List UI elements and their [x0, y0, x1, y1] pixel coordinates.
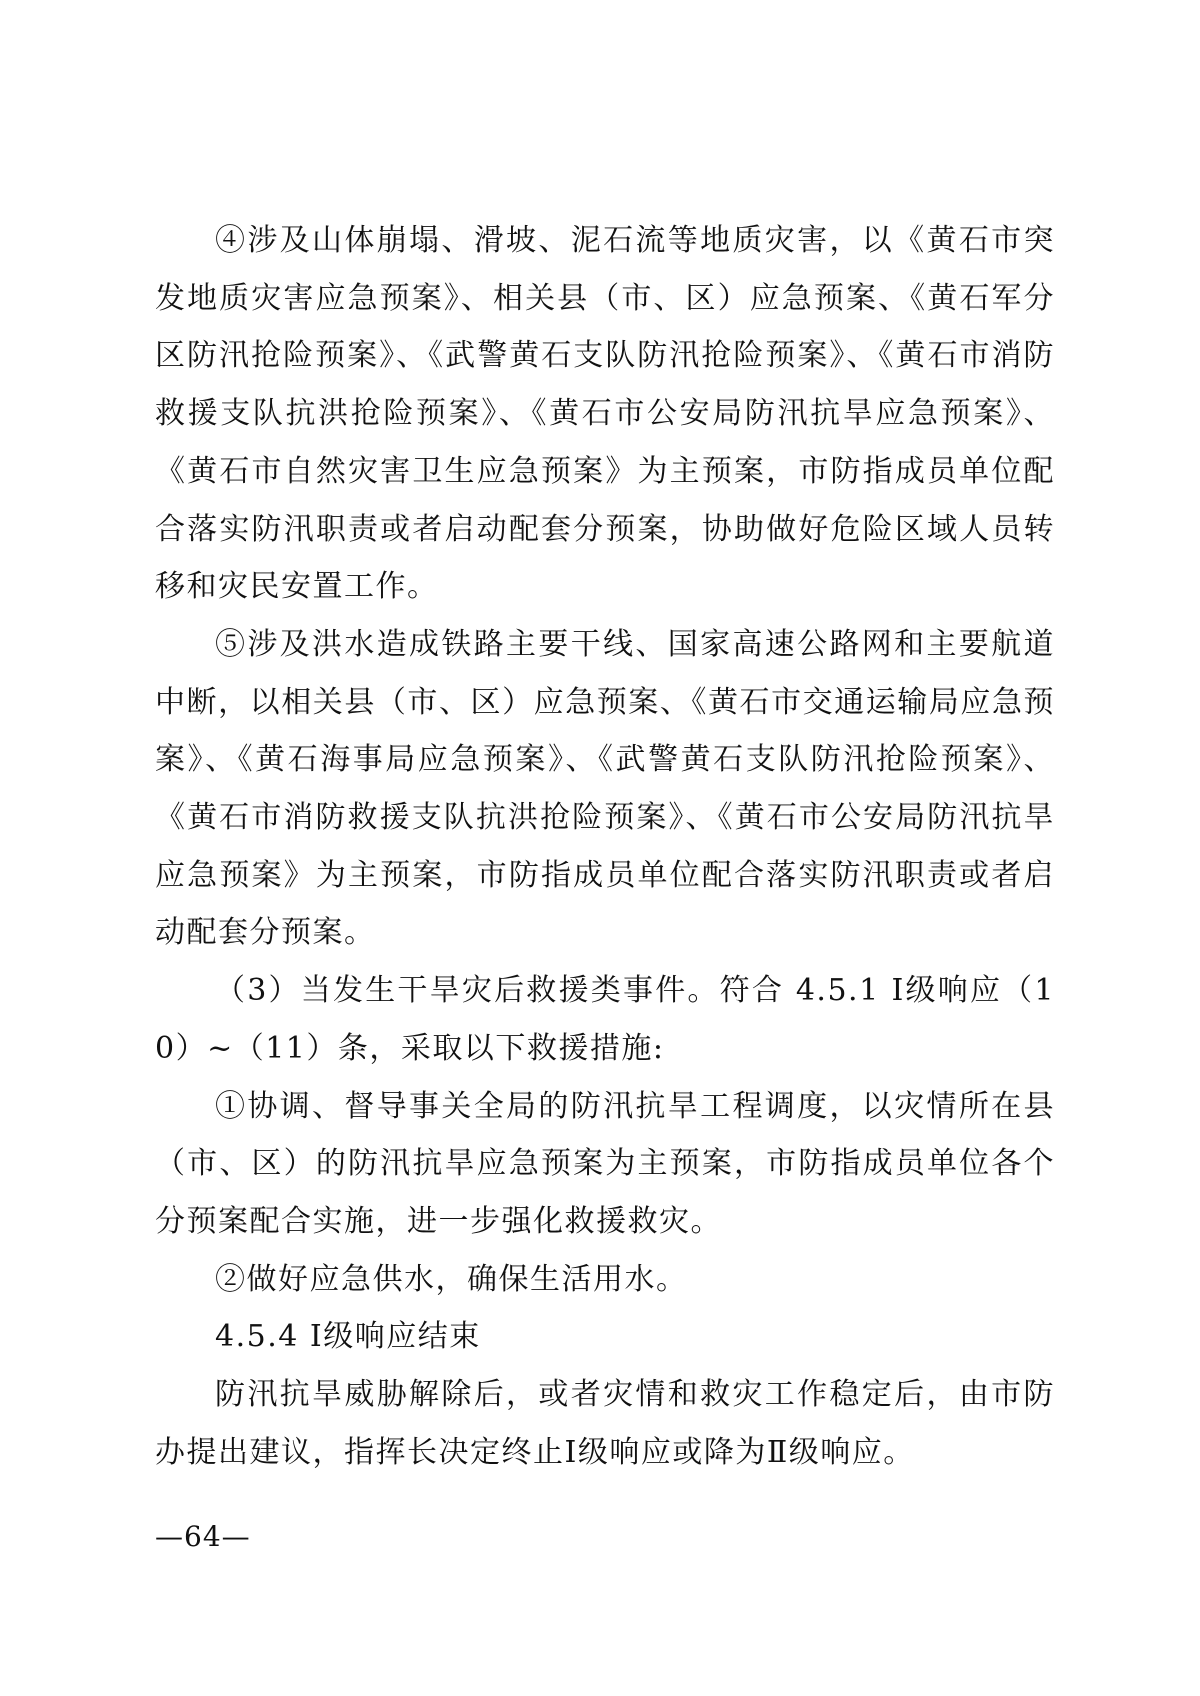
- paragraph-drought-rescue: （3）当发生干旱灾后救援类事件。符合 4.5.1 Ⅰ级响应（10）~（11）条，采取以下救援措施:: [155, 973, 1055, 1066]
- paragraph-geological-disaster: ④涉及山体崩塌、滑坡、泥石流等地质灾害，以《黄石市突发地质灾害应急预案》、相关县（市、区）应急预案、《黄石军分区防汛抢险预案》、《武警黄石支队防汛抢险预案》、《黄石市消防救援支队抗洪抢险预案》、《黄石市公安局防汛抗旱应急预案》、《黄石市自然灾害卫生应急预案》为主预案，市防指成员单位配合落实防汛职责或者启动配套分预案，协助做好危险区域人员转移和灾民安置工作。: [155, 223, 1055, 605]
- document-body: [155, 212, 1055, 1481]
- paragraph-coordinate-dispatch: ①协调、督导事关全局的防汛抗旱工程调度，以灾情所在县（市、区）的防汛抗旱应急预案为主预案，市防指成员单位各个分预案配合实施，进一步强化救援救灾。: [155, 1088, 1055, 1239]
- page-number: —64—: [155, 1520, 251, 1553]
- paragraph-response-termination: 防汛抗旱威胁解除后，或者灾情和救灾工作稳定后，由市防办提出建议，指挥长决定终止Ⅰ级响应或降为Ⅱ级响应。: [155, 1377, 1055, 1470]
- paragraph-emergency-water-supply: ②做好应急供水，确保生活用水。: [215, 1261, 688, 1297]
- section-heading-response-end: 4.5.4 Ⅰ级响应结束: [215, 1319, 481, 1355]
- paragraph-flood-traffic-interruption: ⑤涉及洪水造成铁路主要干线、国家高速公路网和主要航道中断，以相关县（市、区）应急预案、《黄石市交通运输局应急预案》、《黄石海事局应急预案》、《武警黄石支队防汛抢险预案》、《黄石市消防救援支队抗洪抢险预案》、《黄石市公安局防汛抗旱应急预案》为主预案，市防指成员单位配合落实防汛职责或者启动配套分预案。: [155, 626, 1055, 951]
